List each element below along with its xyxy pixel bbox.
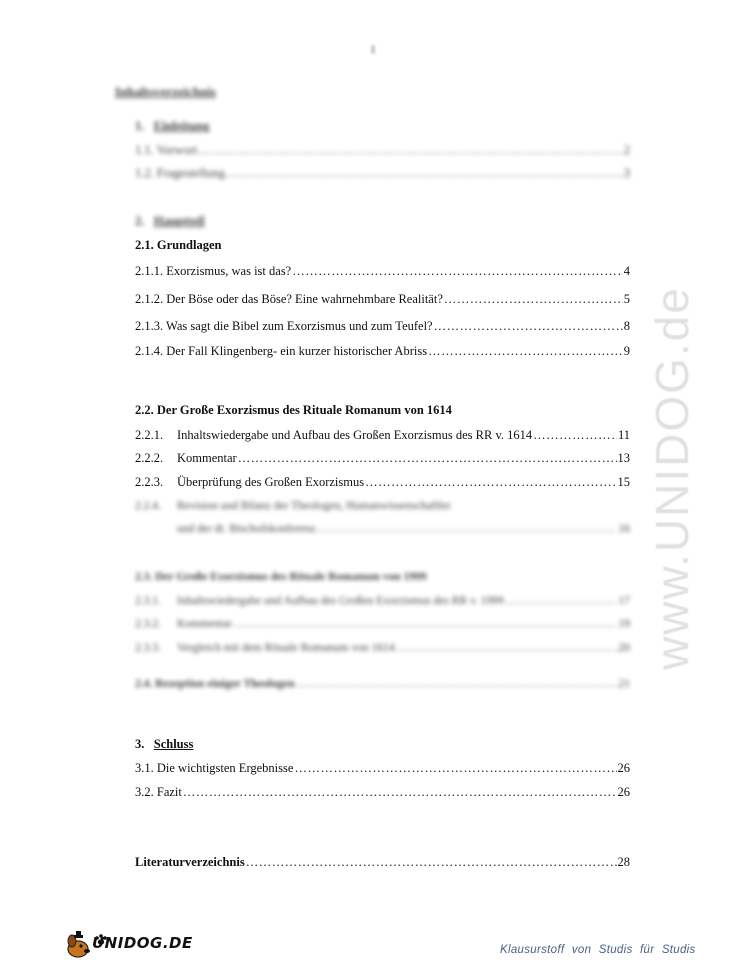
toc-entry-2-4[interactable]: 2.4. Rezeption einiger Theologen ……………………………………………………………………………………………………………………………………………………………………………… 21: [135, 678, 630, 690]
toc-entry-2-2-1[interactable]: 2.2.1. Inhaltswiedergabe und Aufbau des Großen Exorzismus des RR v. 1614 ……………………………………………………………………………………………………………………………………………………………………………… 11: [135, 428, 630, 443]
section-1-heading: [135, 119, 209, 134]
logo-text: UNIDOG.DE: [92, 934, 193, 952]
footer-slogan: Klausurstoff von Studis für Studis: [500, 944, 696, 956]
toc-entry-1-2[interactable]: 1.2. Fragestellung ……………………………………………………………………………………………………………………………………………………………………………… 3: [135, 166, 630, 181]
section-2-1-heading: 2.1. Grundlagen: [135, 238, 222, 252]
section-2-heading: [135, 214, 204, 229]
toc-entry-literature[interactable]: Literaturverzeichnis ……………………………………………………………………………………………………………………………………………………………………………… 28: [135, 855, 630, 870]
section-2-2-heading: 2.2. Der Große Exorzismus des Rituale Romanum von 1614: [135, 403, 452, 417]
toc-entry-2-3-2[interactable]: 2.3.2. Kommentar ……………………………………………………………………………………………………………………………………………………………………………… 19: [135, 618, 630, 630]
section-2-3-heading: 2.3. Der Große Exorzismus des Rituale Romanum von 1999: [135, 571, 427, 583]
section-3-heading: [135, 737, 193, 752]
toc-entry-1-1[interactable]: 1.1. Vorwort ……………………………………………………………………………………………………………………………………………………………………………… 2: [135, 143, 630, 158]
toc-entry-2-3-3[interactable]: 2.3.3. Vergleich mit dem Rituale Romanum von 1614 ……………………………………………………………………………………………………………………………………………………………………………… 20: [135, 642, 630, 654]
toc-entry-3-1[interactable]: 3.1. Die wichtigsten Ergebnisse ……………………………………………………………………………………………………………………………………………………………………………… 26: [135, 761, 630, 776]
dog-icon: [68, 931, 90, 957]
section-2-title: Hauptteil: [153, 214, 205, 228]
section-1-title: Einleitung: [153, 119, 210, 133]
toc-entry-2-1-3[interactable]: 2.1.3. Was sagt die Bibel zum Exorzismus und zum Teufel? ……………………………………………………………………………………………………………………………………………………………………………… 8: [135, 319, 630, 334]
toc-entry-2-3-1[interactable]: 2.3.1. Inhaltswiedergabe und Aufbau des Großen Exorzismus des RR v. 1999 ……………………………………………………………………………………………………………………………………………………………………………… 17: [135, 595, 630, 607]
section-2-number: 2.: [135, 214, 145, 228]
toc-entry-2-2-4-line2[interactable]: und der dt. Bischofskonferenz ……………………………………………………………………………………………………………………………………………………………………………… 16: [177, 523, 630, 535]
page-number: 1: [370, 42, 376, 56]
toc-entry-2-1-2[interactable]: 2.1.2. Der Böse oder das Böse? Eine wahrnehmbare Realität? ……………………………………………………………………………………………………………………………………………………………………………… 5: [135, 292, 630, 307]
toc-heading: Inhaltsverzeichnis: [115, 84, 217, 99]
section-1-number: 1.: [135, 119, 145, 133]
toc-entry-3-2[interactable]: 3.2. Fazit ……………………………………………………………………………………………………………………………………………………………………………… 26: [135, 785, 630, 800]
section-3-number: 3.: [135, 737, 145, 751]
watermark-text: www.UNIDOG.de: [646, 286, 698, 670]
toc-entry-2-1-4[interactable]: 2.1.4. Der Fall Klingenberg- ein kurzer historischer Abriss ……………………………………………………………………………………………………………………………………………………………………………… 9: [135, 344, 630, 359]
toc-entry-2-1-1[interactable]: 2.1.1. Exorzismus, was ist das? ……………………………………………………………………………………………………………………………………………………………………………… 4: [135, 264, 630, 279]
toc-entry-2-2-4-line1[interactable]: 2.2.4. Revision und Bilanz der Theologen, Humanwissenschaftler: [135, 500, 451, 512]
toc-entry-2-2-2[interactable]: 2.2.2. Kommentar ……………………………………………………………………………………………………………………………………………………………………………… 13: [135, 451, 630, 466]
watermark: [600, 250, 730, 670]
section-3-title: Schluss: [153, 737, 194, 751]
toc-entry-2-2-3[interactable]: 2.2.3. Überprüfung des Großen Exorzismus ……………………………………………………………………………………………………………………………………………………………………………… 15: [135, 475, 630, 490]
